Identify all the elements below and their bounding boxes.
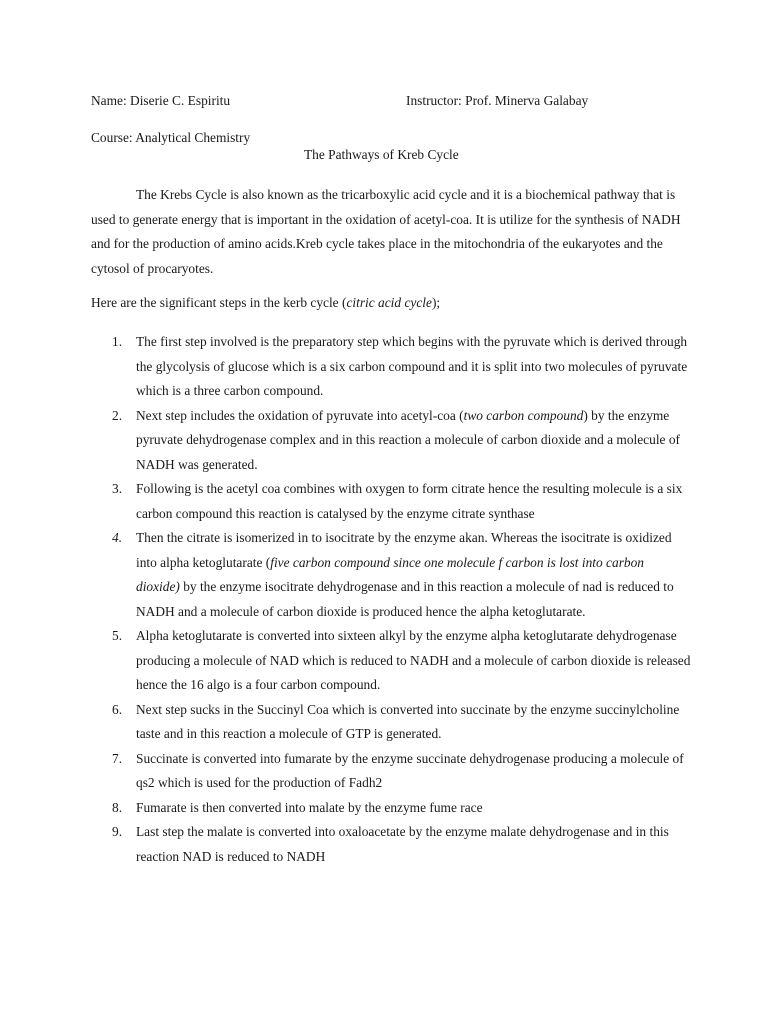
steps-lead-sentence: [91, 295, 440, 311]
step-text: Succinate is converted into fumarate by the enzyme succinate dehydrogenase producing a molecule of qs2 which is used for the production of Fadh2: [136, 750, 684, 790]
step-number: 1.: [112, 334, 123, 349]
course-name: Course: Analytical Chemistry: [91, 130, 251, 145]
list-item: [91, 624, 691, 698]
step-text-italic: two carbon compound: [463, 407, 584, 423]
steps-lead-after: );: [431, 295, 441, 310]
intro-paragraph: The Krebs Cycle is also known as the tricarboxylic acid cycle and it is a biochemical pathway that is used to generate energy that is important in the oxidation of acetyl-coa. It is utilize for the synthesis of NADH and for the production of amino acids.Kreb cycle takes place in the mitochondria of the eukaryotes and the cytosol of procaryotes.: [91, 187, 681, 276]
steps-lead-before: Here are the significant steps in the kerb cycle (: [91, 295, 347, 310]
list-item: [91, 477, 691, 526]
step-number: 4.: [112, 530, 123, 545]
step-text-before: Then the citrate is isomerized in to isocitrate by the enzyme akan. Whereas the isocitrate is oxidized into alpha ketoglutarate (: [136, 530, 672, 570]
step-number: 5.: [112, 628, 123, 643]
steps-lead-italic: citric acid cycle: [346, 295, 432, 310]
step-text: Next step sucks in the Succinyl Coa which is converted into succinate by the enzyme succinylcholine taste and in this reaction a molecule of GTP is generated.: [136, 701, 680, 741]
list-item: [91, 330, 691, 404]
step-text: Last step the malate is converted into oxaloacetate by the enzyme malate dehydrogenase and in this reaction NAD is reduced to NADH: [136, 824, 669, 864]
list-item: [91, 404, 691, 478]
instructor-name: Instructor: Prof. Minerva Galabay: [406, 93, 589, 108]
step-number: 7.: [112, 750, 123, 766]
list-item: [91, 698, 691, 747]
step-number: 2.: [112, 407, 123, 423]
list-item: [91, 747, 691, 796]
student-name: Name: Diserie C. Espiritu: [91, 93, 231, 108]
list-item: [91, 796, 691, 821]
step-text-after: by the enzyme isocitrate dehydrogenase and in this reaction a molecule of nad is reduced to NADH and a molecule of carbon dioxide is produced hence the alpha ketoglutarate.: [136, 579, 674, 619]
steps-list: [91, 330, 691, 869]
step-text: Fumarate is then converted into malate by the enzyme fume race: [136, 799, 483, 815]
step-number: 9.: [112, 824, 123, 839]
step-text: The first step involved is the preparatory step which begins with the pyruvate which is derived through the glycolysis of glucose which is a six carbon compound and it is split into two molecules of pyruvate which is a three carbon compound.: [136, 334, 688, 398]
document-title: The Pathways of Kreb Cycle: [304, 147, 459, 162]
list-item: [91, 820, 691, 869]
step-text: Alpha ketoglutarate is converted into sixteen alkyl by the enzyme alpha ketoglutarate dehydrogenase producing a molecule of NAD which is reduced to NADH and a molecule of carbon dioxide is released hence the 16 algo is a four carbon compound.: [136, 628, 691, 692]
list-item: [91, 526, 691, 624]
step-text-italic: five carbon compound since one molecule f carbon is lost into carbon dioxide): [136, 554, 644, 594]
step-number: 6.: [112, 701, 123, 717]
step-number: 3.: [112, 481, 123, 496]
step-number: 8.: [112, 799, 123, 815]
step-text-after: ) by the enzyme pyruvate dehydrogenase complex and in this reaction a molecule of carbon dioxide and a molecule of NADH was generated.: [136, 407, 680, 472]
step-text: Following is the acetyl coa combines with oxygen to form citrate hence the resulting molecule is a six carbon compound this reaction is catalysed by the enzyme citrate synthase: [136, 481, 683, 521]
step-text-before: Next step includes the oxidation of pyruvate into acetyl-coa (: [136, 407, 464, 423]
